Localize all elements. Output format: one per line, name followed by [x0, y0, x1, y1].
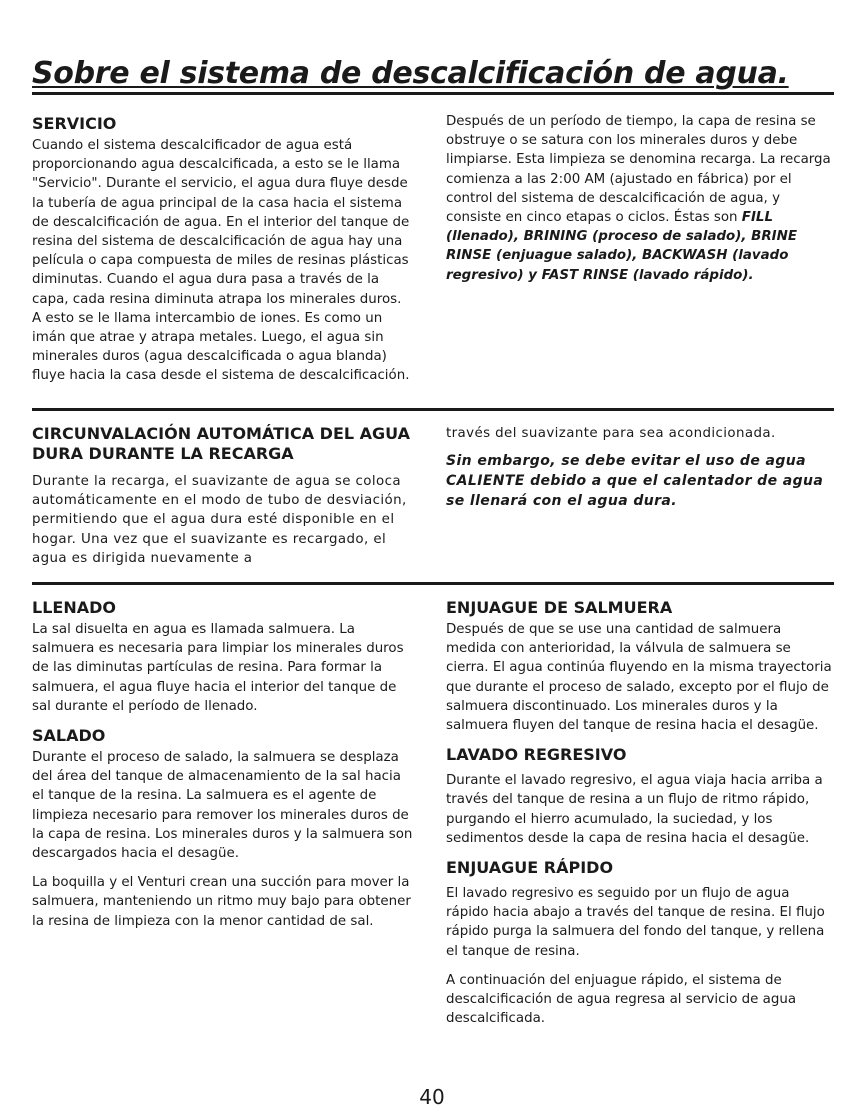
servicio-continued [446, 112, 832, 291]
servicio-body: Cuando el sistema descalcificador de agua está proporcionando agua descalcificada, a esto se le llama "Servicio". Durante el servicio, el agua dura fluye desde la tubería de agua principal de la casa hacia el sistema de descalcificación de agua. En el interior del tanque de resina del sistema de descalcificación de agua hay una película o capa compuesta de miles de resinas plásticas diminutas. Cuando el agua dura pasa a través de la capa, cada resina diminuta atrapa los minerales duros. A esto se le llama intercambio de iones. Es como un imán que atrae y atrapa metales. Luego, el agua sin minerales duros (agua descalcificada o agua blanda) fluye hacia la casa desde el sistema de descalcificación. [32, 138, 410, 384]
bypass-continued [446, 424, 832, 517]
page-number: 40 [419, 1085, 445, 1109]
page-title: Sobre el sistema de descalcificación de agua. [32, 56, 789, 91]
hot-water-warning: Sin embargo, se debe evitar el uso de agua CALIENTE debido a que el calentador de agua se llenará con el agua dura. [446, 453, 824, 510]
section-divider-1 [32, 408, 834, 411]
lower-left-column [32, 598, 414, 937]
lower-right-column [446, 598, 832, 1034]
enjuague-rapido-heading: ENJUAGUE RÁPIDO [446, 858, 614, 878]
enjuague-salmuera-body: Después de que se use una cantidad de salmuera medida con anterioridad, la válvula de salmuera se cierra. El agua continúa fluyendo en la misma trayectoria que durante el proceso de salado, excepto por el flujo de salmuera discontinuado. Los minerales duros y la salmuera fluyen del tanque de resina hacia el desagüe. [446, 622, 832, 734]
servicio-heading: SERVICIO [32, 114, 117, 133]
lavado-regresivo-body: Durante el lavado regresivo, el agua viaja hacia arriba a través del tanque de resina a un flujo de ritmo rápido, purgando el hierro acumulado, la suciedad, y los sedimentos desde la capa de resina hacia el desagüe. [446, 773, 823, 846]
salado-body: Durante el proceso de salado, la salmuera se desplaza del área del tanque de almacenamiento de la sal hacia el tanque de la resina. La salmuera es el agente de limpieza necesario para remover los minerales duros de la capa de resina. Los minerales duros y la salmuera son descargados hacia el desagüe. [32, 750, 413, 862]
salado-heading: SALADO [32, 726, 106, 746]
servicio-section [32, 114, 414, 392]
section-divider-2 [32, 582, 834, 585]
lavado-regresivo-heading: LAVADO REGRESIVO [446, 745, 627, 765]
bypass-continued-text: través del suavizante para sea acondicionada. [446, 426, 776, 441]
servicio-continued-body: Después de un período de tiempo, la capa de resina se obstruye o se satura con los minerales duros y debe limpiarse. Esta limpieza se denomina recarga. La recarga comienza a las 2:00 AM (ajustado en fábrica) por el control del sistema de descalcificación de agua, y consiste en cinco etapas o ciclos. Éstas son [446, 114, 831, 226]
enjuague-salmuera-heading: ENJUAGUE DE SALMUERA [446, 598, 673, 617]
regeneration-cycles: FILL (llenado), BRINING (proceso de salado), BRINE RINSE (enjuague salado), BACKWASH (lavado regresivo) y FAST RINSE (lavado rápido). [446, 210, 797, 283]
enjuague-rapido-body-2: A continuación del enjuague rápido, el sistema de descalcificación de agua regresa al servicio de agua descalcificada. [446, 972, 797, 1027]
bypass-heading: CIRCUNVALACIÓN AUTOMÁTICA DEL AGUA DURA DURANTE LA RECARGA [32, 424, 411, 463]
llenado-body: La sal disuelta en agua es llamada salmuera. La salmuera es necesaria para limpiar los minerales duros de las diminutas partículas de resina. Para formar la salmuera, el agua fluye hacia el interior del tanque de sal durante el período de llenado. [32, 622, 404, 714]
bypass-body: Durante la recarga, el suavizante de agua se coloca automáticamente en el modo de tubo de desviación, permitiendo que el agua dura esté disponible en el hogar. Una vez que el suavizante es recargado, el agua es dirigida nuevamente a [32, 474, 407, 566]
llenado-heading: LLENADO [32, 598, 116, 617]
servicio-continued-text [446, 112, 832, 285]
title-rule [32, 92, 834, 95]
salado-body-2: La boquilla y el Venturi crean una succión para mover la salmuera, manteniendo un ritmo muy bajo para obtener la resina de limpieza con la menor cantidad de sal. [32, 875, 411, 929]
enjuague-rapido-body: El lavado regresivo es seguido por un flujo de agua rápido hacia abajo a través del tanque de resina. El flujo rápido purga la salmuera del fondo del tanque, y rellena el tanque de resina. [446, 886, 825, 959]
bypass-section [32, 424, 414, 574]
